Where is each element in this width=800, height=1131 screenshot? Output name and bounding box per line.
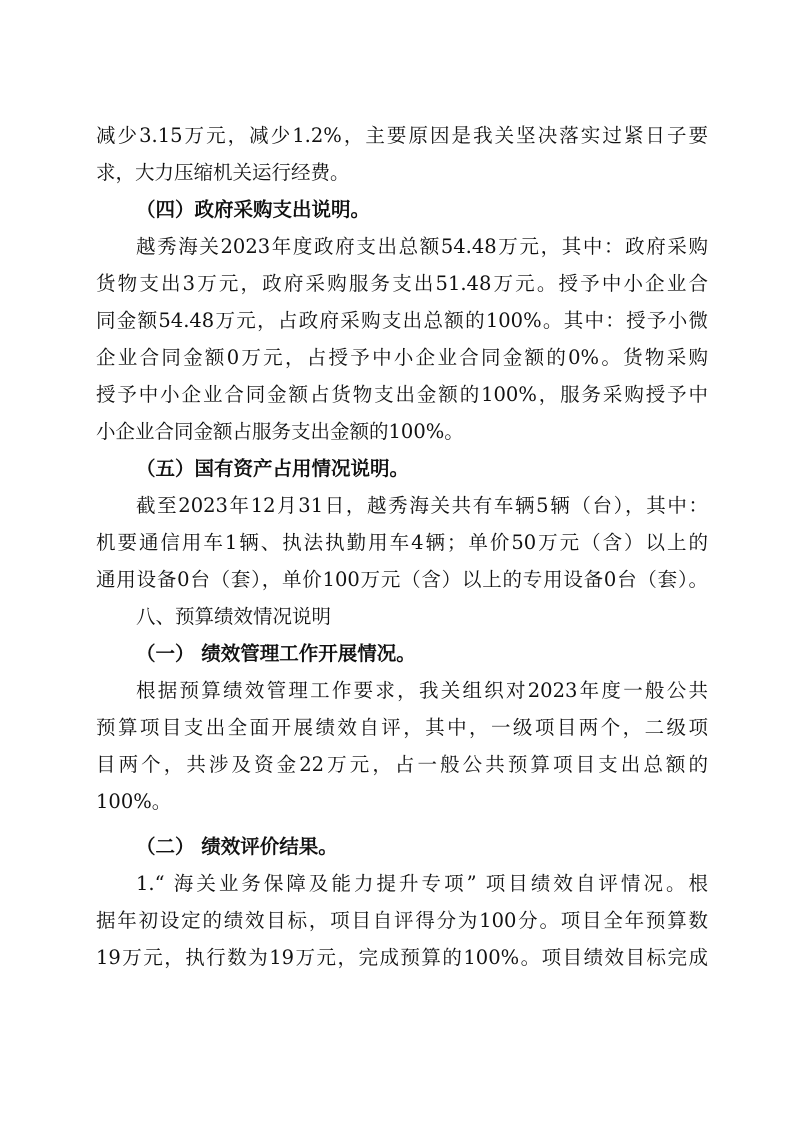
body-text-line: 求，大力压缩机关运行经费。	[96, 161, 350, 184]
body-text-line: 根据预算绩效管理工作要求，我关组织对2023年度一般公共	[136, 679, 708, 702]
body-text-line: 减少3.15万元，减少1.2%，主要原因是我关坚决落实过紧日子要	[96, 124, 708, 147]
chapter-heading: 八、预算绩效情况说明	[136, 605, 332, 628]
section-heading: （一） 绩效管理工作开展情况。	[136, 642, 416, 665]
section-heading: （五）国有资产占用情况说明。	[136, 457, 410, 480]
body-text-line: 企业合同金额0万元，占授予中小企业合同金额的0%。货物采购	[96, 346, 708, 369]
section-heading: （四）政府采购支出说明。	[136, 198, 371, 221]
document-body	[96, 117, 708, 976]
body-text-line: 1.“ 海关业务保障及能力提升专项” 项目绩效自评情况。根	[136, 872, 708, 895]
body-text-line: 截至2023年12月31日，越秀海关共有车辆5辆（台），其中：	[136, 494, 708, 517]
body-text-line: 机要通信用车1辆、执法执勤用车4辆；单价50万元（含）以上的	[96, 531, 708, 554]
body-text-line: 货物支出3万元，政府采购服务支出51.48万元。授予中小企业合	[96, 272, 708, 295]
body-text-line: 100%。	[96, 790, 172, 813]
body-text-line: 越秀海关2023年度政府支出总额54.48万元，其中：政府采购	[136, 235, 708, 258]
body-text-line: 预算项目支出全面开展绩效自评，其中，一级项目两个，二级项	[96, 716, 708, 739]
body-text-line: 目两个，共涉及资金22万元，占一般公共预算项目支出总额的	[96, 753, 708, 776]
body-text-line: 通用设备0台（套），单价100万元（含）以上的专用设备0台（套）。	[96, 568, 708, 591]
body-text-line: 同金额54.48万元，占政府采购支出总额的100%。其中：授予小微	[96, 309, 708, 332]
body-text-line: 19万元，执行数为19万元，完成预算的100%。项目绩效目标完成	[96, 946, 708, 969]
section-heading: （二） 绩效评价结果。	[136, 835, 338, 858]
body-text-line: 授予中小企业合同金额占货物支出金额的100%，服务采购授予中	[96, 383, 708, 406]
body-text-line: 小企业合同金额占服务支出金额的100%。	[96, 420, 464, 443]
body-text-line: 据年初设定的绩效目标，项目自评得分为100分。项目全年预算数	[96, 909, 708, 932]
